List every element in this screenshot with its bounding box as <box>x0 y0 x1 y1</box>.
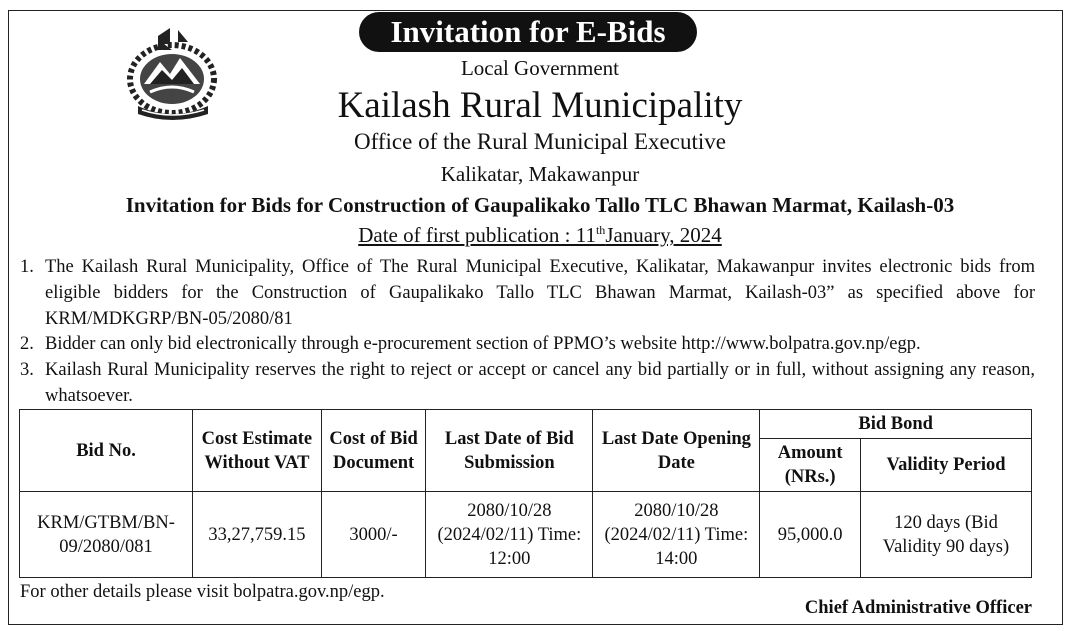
bid-table <box>19 409 1032 578</box>
header-cost-estimate: Cost Estimate Without VAT <box>193 410 322 492</box>
cell-cost-doc: 3000/- <box>321 492 426 578</box>
cell-bid-no: KRM/GTBM/BN-09/2080/081 <box>20 492 193 578</box>
cell-cost-estimate: 33,27,759.15 <box>193 492 322 578</box>
cell-validity: 120 days (Bid Validity 90 days) <box>860 492 1031 578</box>
office-name: Office of the Rural Municipal Executive <box>354 129 726 154</box>
header-amount: Amount (NRs.) <box>760 439 861 492</box>
cell-last-opening: 2080/10/28 (2024/02/11) Time: 14:00 <box>593 492 760 578</box>
header-bid-no: Bid No. <box>20 410 193 492</box>
header-cost-doc: Cost of Bid Document <box>321 410 426 492</box>
paragraph-2: 2. Bidder can only bid electronically through e-procurement section of PPMO’s website http://www.bolpatra.gov.np/egp. <box>20 334 921 354</box>
footer-note: For other details please visit bolpatra.gov.np/egp. <box>20 582 385 602</box>
paragraph-3: 3. Kailash Rural Municipality reserves the right to reject or accept or cancel any bid partially or in full, without assigning any reason, whatsoever. <box>20 360 1035 406</box>
cell-last-submission: 2080/10/28 (2024/02/11) Time: 12:00 <box>426 492 593 578</box>
municipality-name: Kailash Rural Municipality <box>337 85 743 126</box>
cell-amount: 95,000.0 <box>760 492 861 578</box>
header-last-submission: Last Date of Bid Submission <box>426 410 593 492</box>
header-last-opening: Last Date Opening Date <box>593 410 760 492</box>
notice-subject: Invitation for Bids for Construction of Gaupalikako Tallo TLC Bhawan Marmat, Kailash-03 <box>125 193 955 217</box>
local-government-label: Local Government <box>460 56 620 80</box>
paragraph-1: 1. The Kailash Rural Municipality, Office of The Rural Municipal Executive, Kalikatar, Makawanpur invites electronic bids from eligible bidders for the Construction of Gaupalikako Tallo TLC Bhawan Marmat, Kailash-03” as specified above for KRM/MDKGRP/BN-05/2080/81 <box>20 257 1035 329</box>
signature-title: Chief Administrative Officer <box>804 598 1032 618</box>
table-row <box>20 492 1032 578</box>
header-validity: Validity Period <box>860 439 1031 492</box>
office-address: Kalikatar, Makawanpur <box>440 162 640 186</box>
header-bid-bond: Bid Bond <box>760 410 1032 439</box>
banner-title: Invitation for E-Bids <box>359 12 697 52</box>
publication-date: Date of first publication : 11thJanuary, 2024 <box>358 223 722 247</box>
